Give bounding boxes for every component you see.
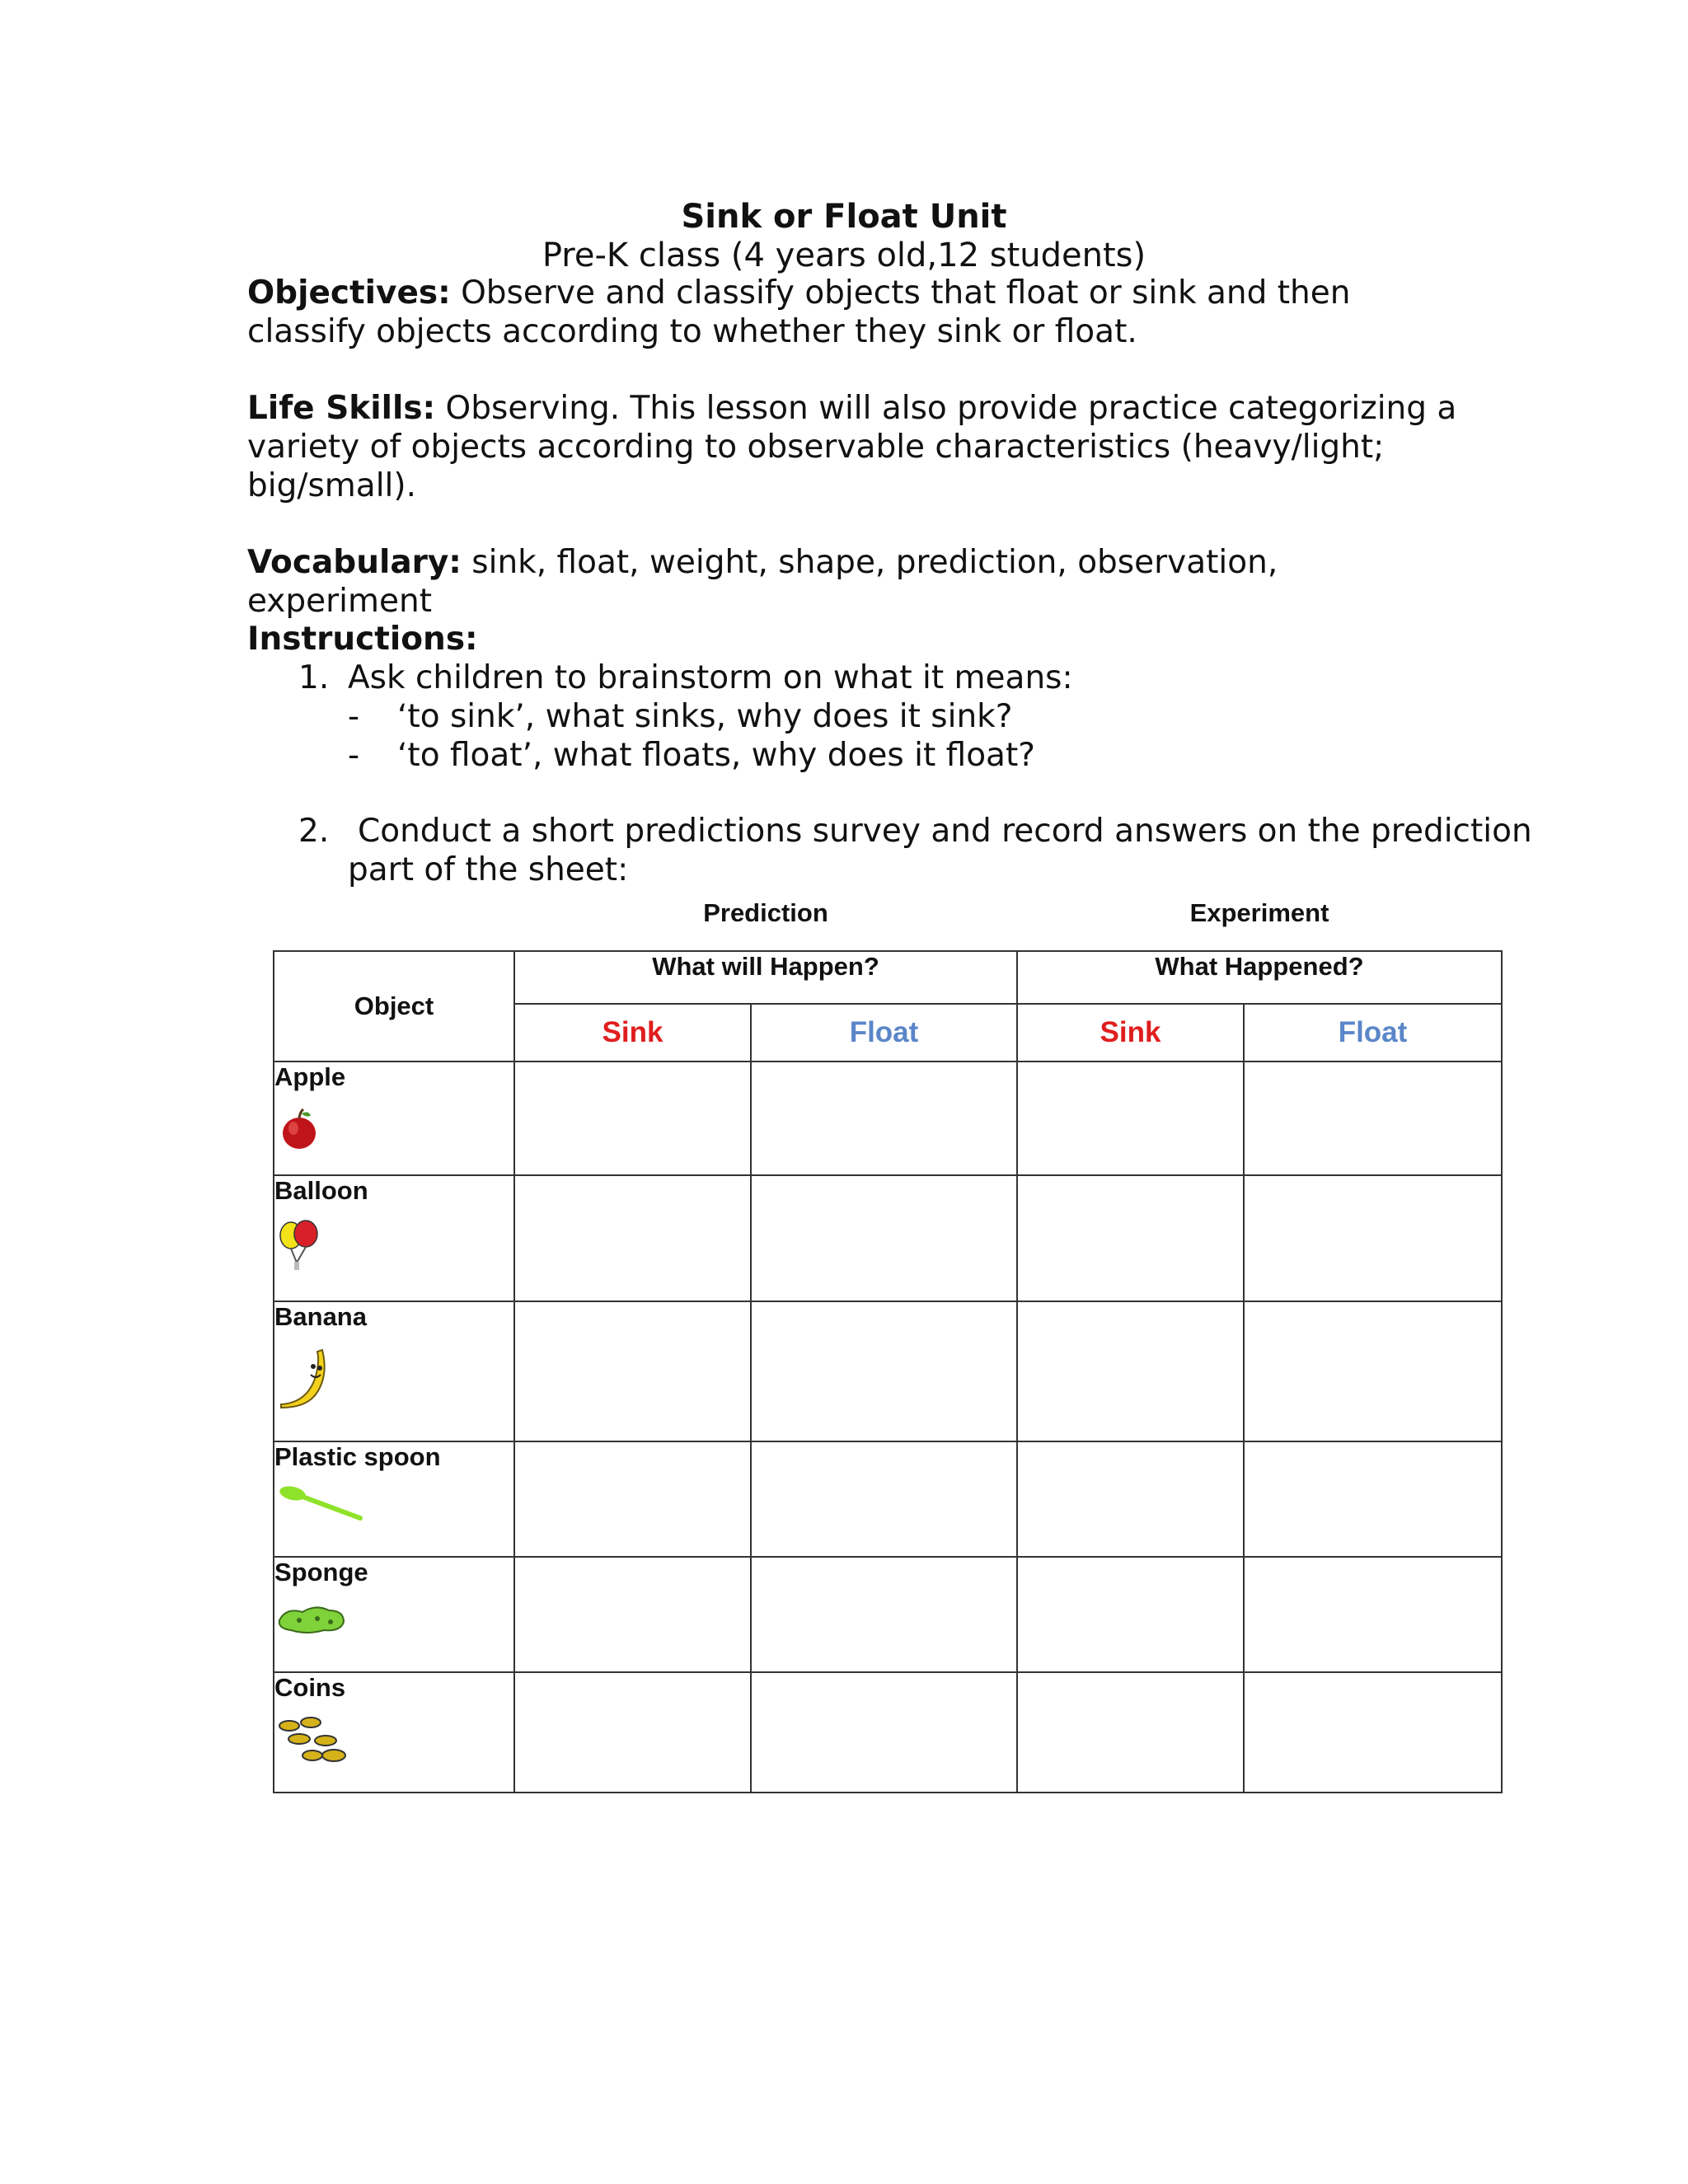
experiment-float-cell[interactable]	[1244, 1062, 1502, 1175]
experiment-header: What Happened?	[1017, 951, 1502, 1004]
prediction-float-cell[interactable]	[751, 1557, 1017, 1672]
prediction-float-cell[interactable]	[751, 1175, 1017, 1301]
experiment-sink-header: Sink	[1017, 1004, 1244, 1062]
page-title: Sink or Float Unit	[681, 198, 1007, 236]
life-skills-paragraph	[247, 389, 1459, 505]
page-subtitle: Pre-K class (4 years old,12 students)	[542, 237, 1146, 274]
apple-icon	[274, 1104, 513, 1157]
balloon-icon	[274, 1217, 513, 1276]
object-cell	[274, 1557, 514, 1672]
object-cell	[274, 1301, 514, 1441]
object-name: Sponge	[274, 1558, 368, 1586]
experiment-sink-cell[interactable]	[1017, 1672, 1244, 1793]
life-skills-label: Life Skills:	[247, 390, 436, 427]
experiment-float-cell[interactable]	[1244, 1441, 1502, 1557]
prediction-float-cell[interactable]	[751, 1441, 1017, 1557]
life-skills-text: Observing. This lesson will also provide practice categorizing a variety of objects according to observable characteristics (heavy/light; big/small).	[247, 390, 1457, 504]
experiment-float-cell[interactable]	[1244, 1557, 1502, 1672]
experiment-sink-cell[interactable]	[1017, 1441, 1244, 1557]
table-row	[274, 1301, 1502, 1441]
prediction-sink-cell[interactable]	[514, 1301, 751, 1441]
sponge-icon	[274, 1599, 513, 1639]
object-column-header: Object	[274, 951, 514, 1062]
object-name: Balloon	[274, 1176, 368, 1205]
step-1-bullet-float: ‘to float’, what floats, why does it float?	[397, 737, 1035, 774]
experiment-float-header: Float	[1244, 1004, 1502, 1062]
object-cell	[274, 1175, 514, 1301]
object-cell	[274, 1441, 514, 1557]
vocabulary-label: Vocabulary:	[247, 544, 462, 581]
prediction-sink-cell[interactable]	[514, 1441, 751, 1557]
prediction-float-cell[interactable]	[751, 1062, 1017, 1175]
prediction-header: What will Happen?	[514, 951, 1017, 1004]
experiment-sink-cell[interactable]	[1017, 1175, 1244, 1301]
vocabulary-paragraph	[247, 543, 1459, 621]
step-2-text-line-2: part of the sheet:	[348, 851, 629, 888]
bullet-dash: -	[348, 737, 360, 774]
prediction-sink-cell[interactable]	[514, 1062, 751, 1175]
prediction-float-header: Float	[751, 1004, 1017, 1062]
object-cell	[274, 1672, 514, 1793]
bullet-dash: -	[348, 698, 360, 735]
prediction-sink-header: Sink	[514, 1004, 751, 1062]
banana-icon	[274, 1343, 513, 1413]
step-2-text-line-1: Conduct a short predictions survey and record answers on the prediction	[358, 813, 1532, 850]
object-cell	[274, 1062, 514, 1175]
object-name: Banana	[274, 1302, 367, 1331]
object-name: Apple	[274, 1062, 346, 1091]
object-name: Plastic spoon	[274, 1442, 441, 1471]
objectives-text: Observe and classify objects that float or sink and then classify objects according to whether they sink or float.	[247, 274, 1351, 350]
spoon-icon	[274, 1483, 513, 1529]
experiment-float-cell[interactable]	[1244, 1175, 1502, 1301]
table-row	[274, 1672, 1502, 1793]
table-row	[274, 1175, 1502, 1301]
experiment-group-label: Experiment	[1189, 898, 1329, 927]
experiment-sink-cell[interactable]	[1017, 1557, 1244, 1672]
step-2-number: 2.	[298, 813, 330, 850]
instructions-heading: Instructions:	[247, 621, 478, 658]
experiment-sink-cell[interactable]	[1017, 1301, 1244, 1441]
prediction-float-cell[interactable]	[751, 1301, 1017, 1441]
coins-icon	[274, 1714, 513, 1769]
prediction-sink-cell[interactable]	[514, 1557, 751, 1672]
prediction-sink-cell[interactable]	[514, 1672, 751, 1793]
table-row	[274, 1557, 1502, 1672]
objectives-paragraph	[247, 274, 1459, 351]
prediction-float-cell[interactable]	[751, 1672, 1017, 1793]
objectives-label: Objectives:	[247, 274, 451, 312]
sink-float-table	[273, 950, 1503, 1793]
table-row	[274, 1441, 1502, 1557]
experiment-float-cell[interactable]	[1244, 1672, 1502, 1793]
step-1-text: Ask children to brainstorm on what it means:	[348, 659, 1073, 696]
prediction-group-label: Prediction	[703, 898, 828, 927]
step-1-number: 1.	[298, 659, 330, 696]
prediction-sink-cell[interactable]	[514, 1175, 751, 1301]
step-1-bullet-sink: ‘to sink’, what sinks, why does it sink?	[397, 698, 1013, 735]
experiment-float-cell[interactable]	[1244, 1301, 1502, 1441]
object-name: Coins	[274, 1673, 346, 1702]
vocabulary-text: sink, float, weight, shape, prediction, observation, experiment	[247, 544, 1278, 620]
table-row	[274, 1062, 1502, 1175]
experiment-sink-cell[interactable]	[1017, 1062, 1244, 1175]
